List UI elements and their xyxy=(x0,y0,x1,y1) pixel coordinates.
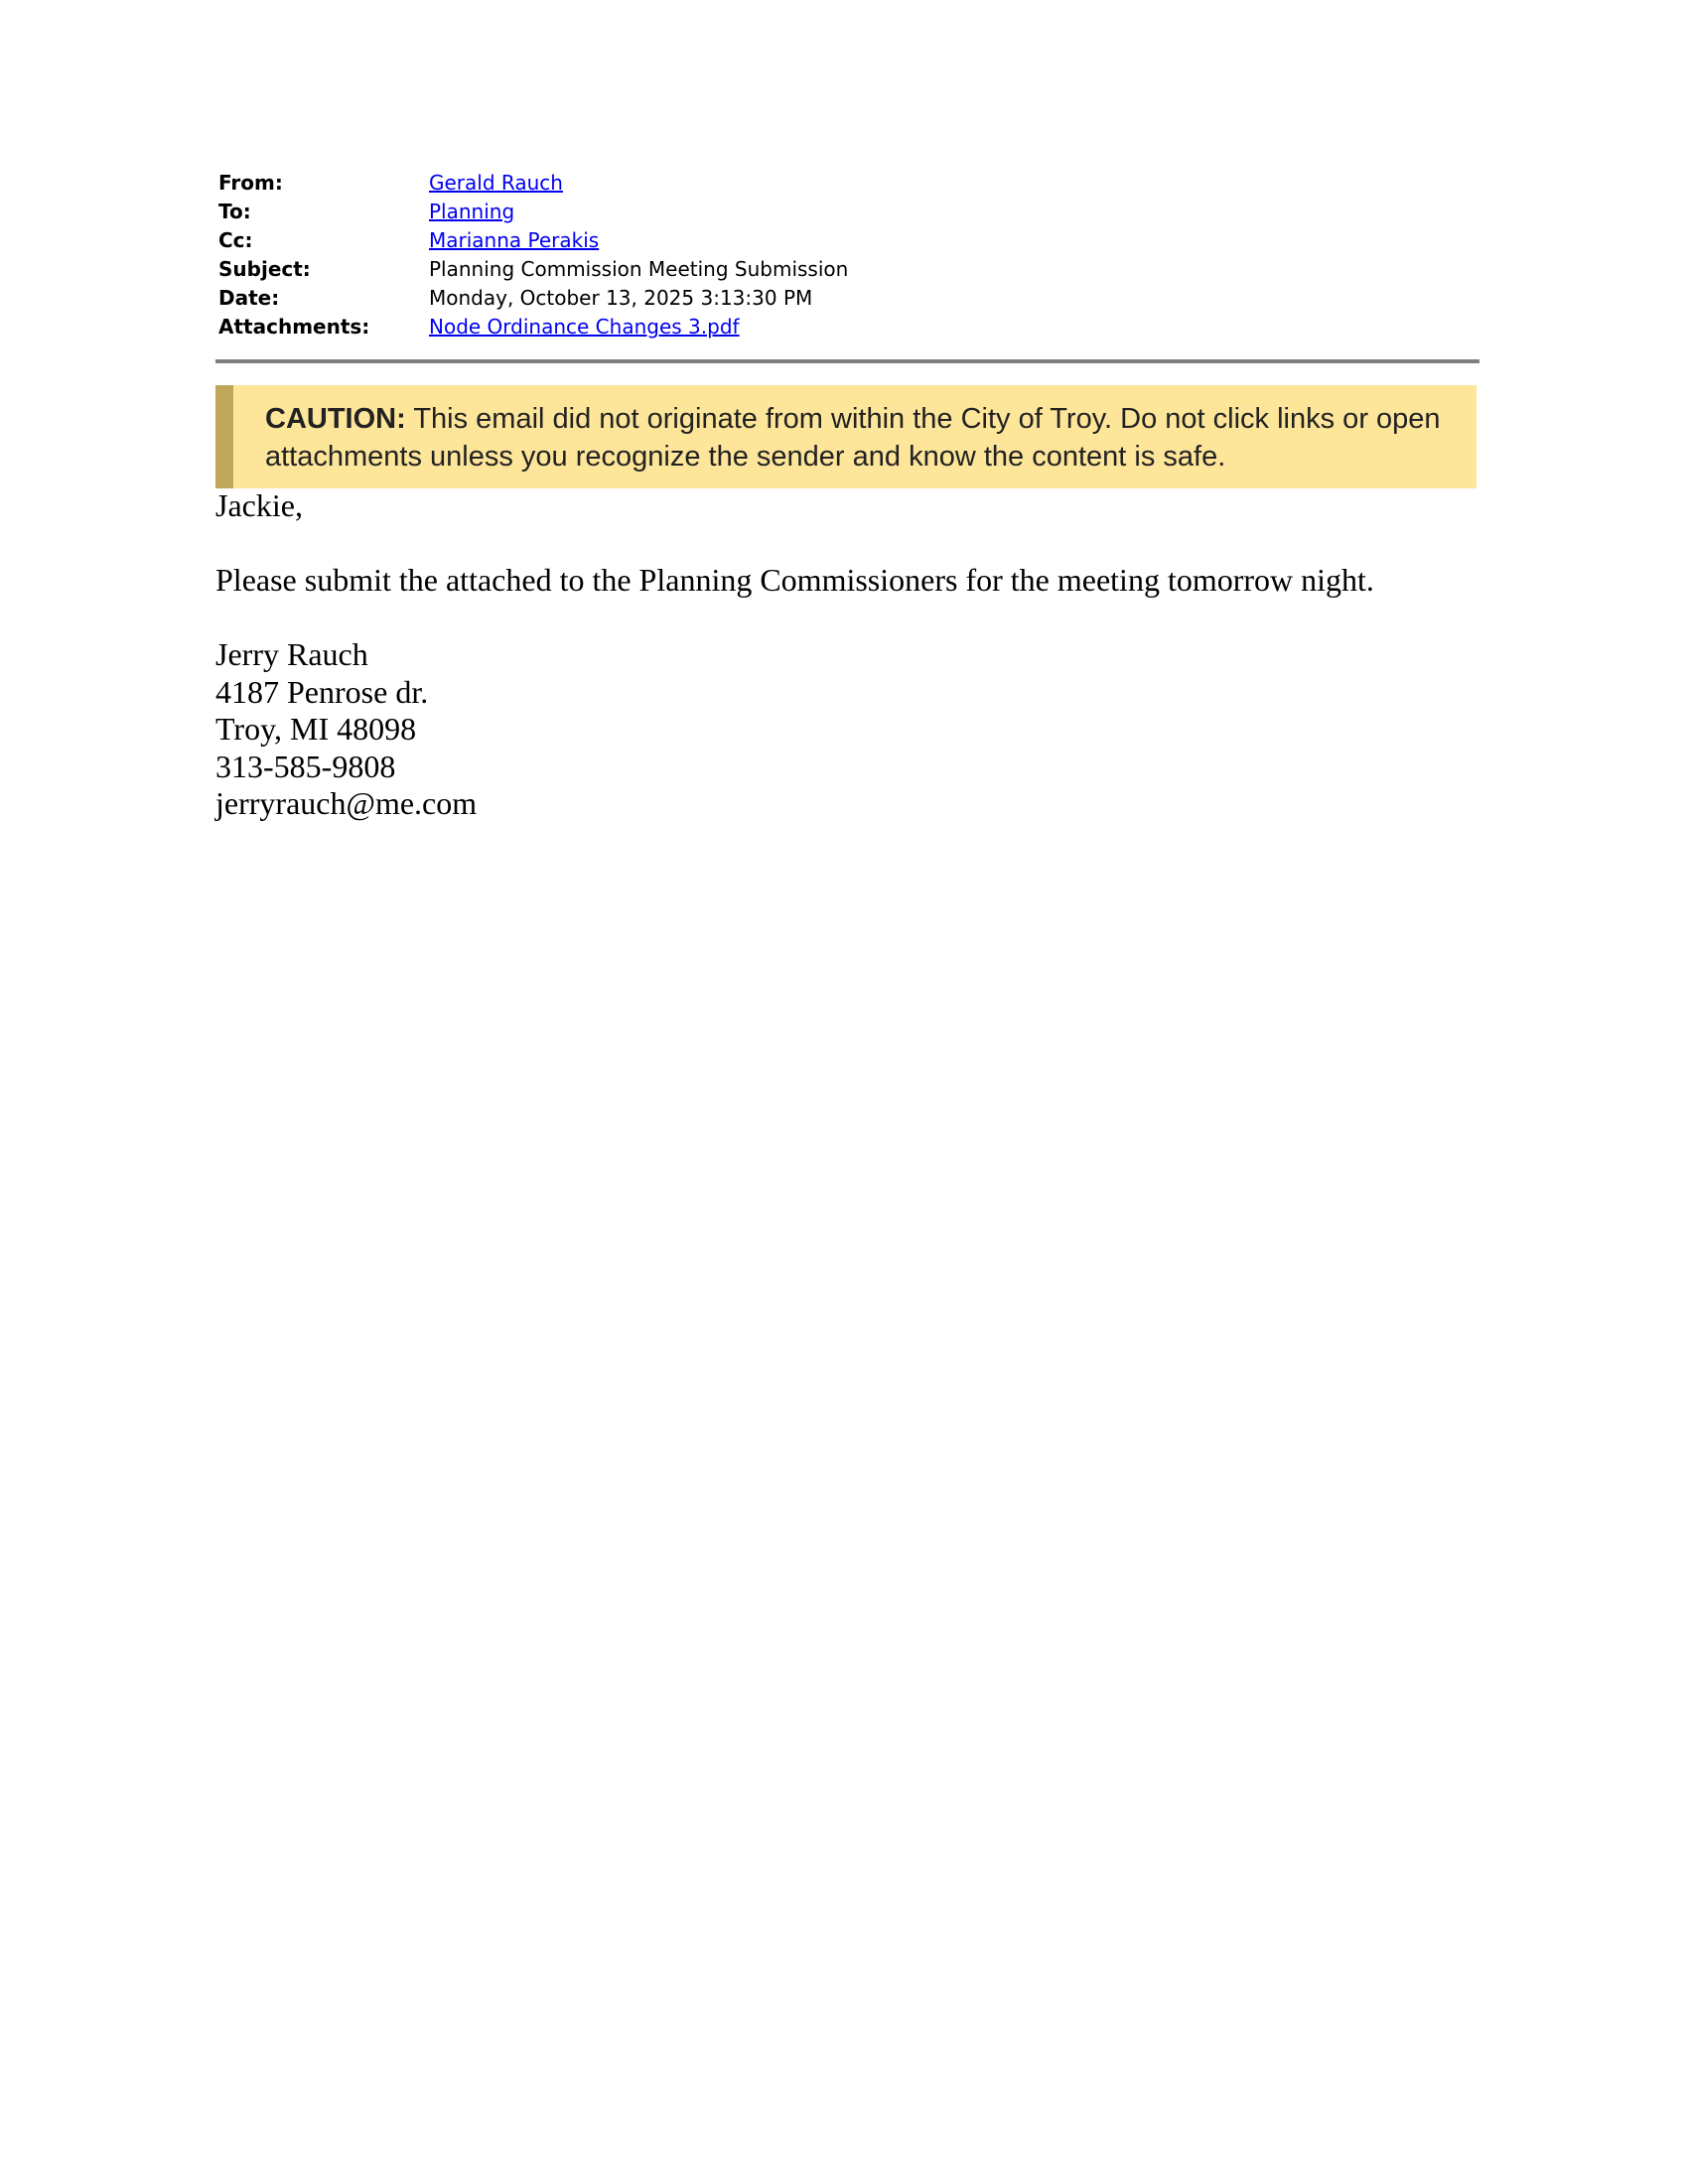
message-paragraph: Please submit the attached to the Planning Commissioners for the meeting tomorrow night. xyxy=(215,562,1374,598)
subject-label: Subject: xyxy=(218,257,311,281)
greeting: Jackie, xyxy=(215,487,303,523)
email-header xyxy=(218,169,848,341)
subject-value: Planning Commission Meeting Submission xyxy=(429,257,849,281)
signature-email: jerryrauch@me.com xyxy=(215,785,478,821)
subject-row xyxy=(218,255,848,284)
attachments-row xyxy=(218,313,848,341)
signature-phone: 313-585-9808 xyxy=(215,748,396,784)
cc-row xyxy=(218,226,848,255)
caution-message xyxy=(265,400,1472,476)
header-divider xyxy=(215,359,1479,363)
attachment-link[interactable]: Node Ordinance Changes 3.pdf xyxy=(429,315,740,339)
caution-text: This email did not originate from within the City of Troy. Do not click links or open attachments unless you recognize the sender and know the content is safe. xyxy=(265,403,1441,473)
signature-name: Jerry Rauch xyxy=(215,636,368,672)
cc-recipient-link[interactable]: Marianna Perakis xyxy=(429,228,600,252)
to-row xyxy=(218,198,848,226)
caution-accent-bar xyxy=(215,385,233,488)
paragraph-spacer xyxy=(215,600,1477,637)
attachments-label: Attachments: xyxy=(218,315,370,339)
caution-label: CAUTION: xyxy=(265,403,406,435)
date-row xyxy=(218,284,848,313)
to-recipient-link[interactable]: Planning xyxy=(429,200,515,223)
to-label: To: xyxy=(218,200,251,223)
caution-banner xyxy=(215,385,1477,488)
date-label: Date: xyxy=(218,286,280,310)
signature-address-line1: 4187 Penrose dr. xyxy=(215,673,429,710)
email-body xyxy=(215,487,1477,823)
from-row xyxy=(218,169,848,198)
from-label: From: xyxy=(218,171,283,195)
from-sender-link[interactable]: Gerald Rauch xyxy=(429,171,563,195)
date-value: Monday, October 13, 2025 3:13:30 PM xyxy=(429,286,813,310)
cc-label: Cc: xyxy=(218,228,253,252)
paragraph-spacer xyxy=(215,525,1477,563)
signature-address-line2: Troy, MI 48098 xyxy=(215,711,417,747)
